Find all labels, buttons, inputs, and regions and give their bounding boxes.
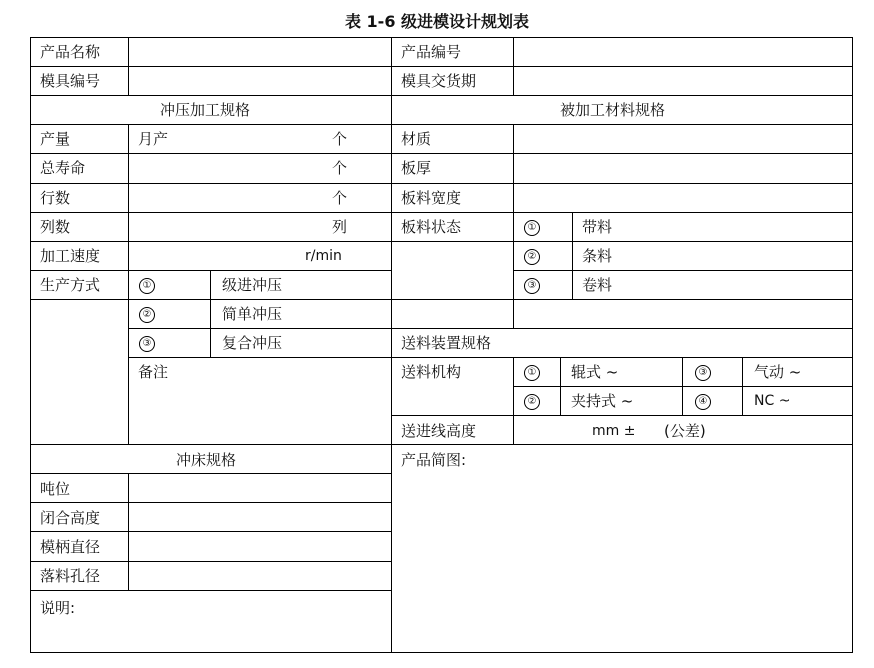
label-state: 板料状态	[401, 218, 462, 236]
circled-number: ①	[139, 278, 155, 294]
state-coil: 卷料	[582, 276, 613, 294]
label-shank-dia: 模柄直径	[40, 538, 101, 556]
section-material-spec: 被加工材料规格	[560, 101, 666, 119]
state-strip: 带料	[582, 218, 613, 236]
label-mold-no: 模具编号	[40, 72, 101, 90]
label-life: 总寿命	[40, 159, 86, 177]
label-shut-height: 闭合高度	[40, 509, 101, 527]
circled-number: ③	[524, 278, 540, 294]
circled-number: ③	[139, 336, 155, 352]
unit-speed: r/min	[305, 248, 342, 264]
label-line-height: 送进线高度	[401, 422, 477, 440]
mech-nc: NC ~	[754, 393, 791, 409]
mode-progressive: 级进冲压	[222, 276, 283, 294]
circled-number: ②	[139, 307, 155, 323]
circled-number: ①	[524, 365, 540, 381]
label-speed: 加工速度	[40, 247, 101, 265]
label-thickness: 板厚	[401, 159, 432, 177]
label-tolerance: (公差)	[664, 422, 706, 440]
section-press-spec: 冲压加工规格	[160, 101, 251, 119]
label-width: 板料宽度	[401, 189, 462, 207]
label-quality: 材质	[401, 130, 432, 148]
unit-life: 个	[332, 159, 348, 177]
circled-number: ④	[695, 394, 711, 410]
label-hole-dia: 落料孔径	[40, 567, 101, 585]
unit-mm: mm ±	[592, 423, 636, 439]
mech-clamp: 夹持式 ~	[571, 392, 634, 410]
label-product-sketch: 产品简图:	[401, 451, 467, 469]
label-output: 产量	[40, 130, 71, 148]
label-rows: 行数	[40, 189, 71, 207]
circled-number: ②	[524, 249, 540, 265]
label-mechanism: 送料机构	[401, 363, 462, 381]
section-feeder-spec: 送料装置规格	[401, 334, 492, 352]
circled-number: ①	[524, 220, 540, 236]
circled-number: ②	[524, 394, 540, 410]
mech-pneumatic: 气动 ~	[754, 363, 802, 381]
label-delivery: 模具交货期	[401, 72, 477, 90]
state-bar: 条料	[582, 247, 613, 265]
section-press-machine: 冲床规格	[176, 451, 237, 469]
label-product-no: 产品编号	[401, 43, 462, 61]
label-product-name: 产品名称	[40, 43, 101, 61]
label-cols: 列数	[40, 218, 71, 236]
label-tonnage: 吨位	[40, 480, 71, 498]
table-title: 表 1-6 级进模设计规划表	[344, 12, 530, 31]
unit-rows: 个	[332, 189, 348, 207]
mode-simple: 简单冲压	[222, 305, 283, 323]
circled-number: ③	[695, 365, 711, 381]
mode-compound: 复合冲压	[222, 334, 283, 352]
label-note: 说明:	[40, 599, 76, 617]
label-remark: 备注	[138, 363, 169, 381]
unit-cols: 列	[332, 218, 348, 236]
mech-roller: 辊式 ~	[571, 363, 619, 381]
label-mode: 生产方式	[40, 276, 101, 294]
label-monthly: 月产	[138, 130, 169, 148]
unit-output: 个	[332, 130, 348, 148]
